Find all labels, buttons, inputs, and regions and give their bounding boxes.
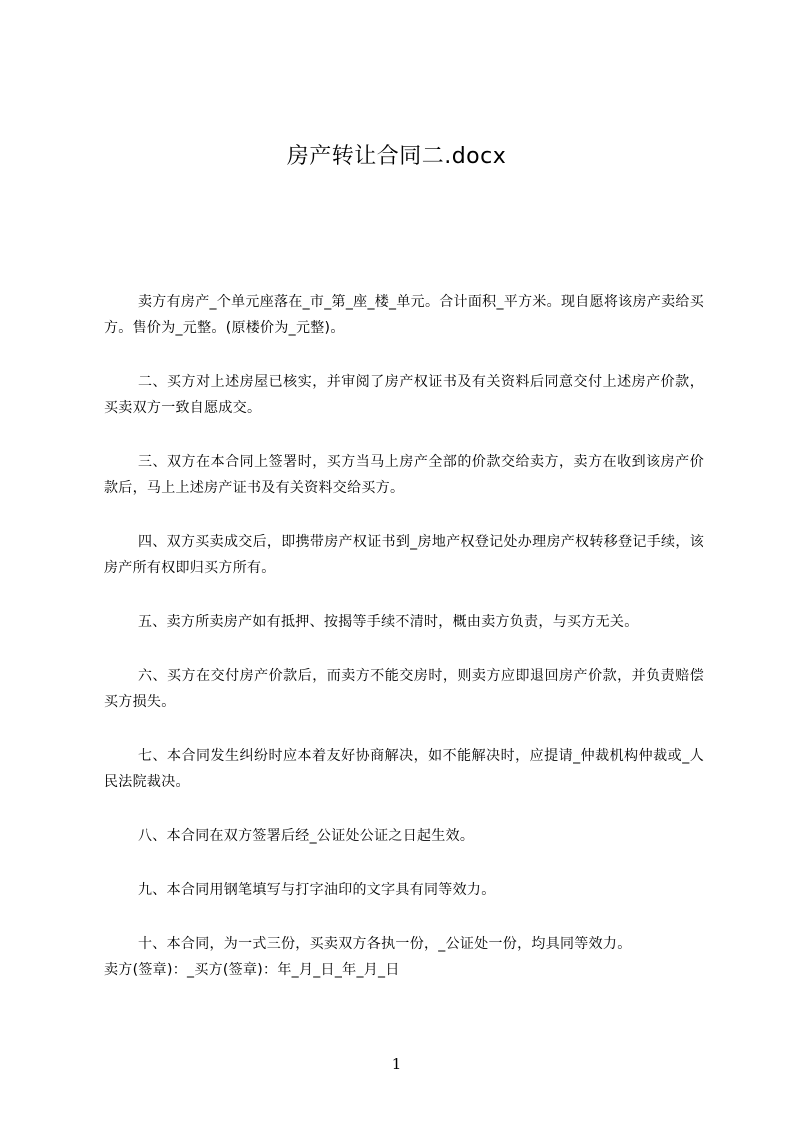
paragraph-9: 九、本合同用钢笔填写与打字油印的文字具有同等效力。 (138, 882, 496, 898)
paragraph-8: 八、本合同在双方签署后经_公证处公证之日起生效。 (138, 828, 475, 844)
paragraph-5: 五、卖方所卖房产如有抵押、按揭等手续不清时，概由卖方负责，与买方无关。 (138, 614, 639, 630)
signature-line: 卖方(签章)：_买方(签章)：年_月_日_年_月_日 (104, 962, 400, 978)
paragraph-7: 七、本合同发生纠纷时应本着友好协商解决，如不能解决时，应提请_仲裁机构仲裁或_人民法院裁决。 (104, 748, 704, 790)
paragraph-6: 六、买方在交付房产价款后，而卖方不能交房时，则卖方应即退回房产价款，并负责赔偿买方损失。 (104, 668, 704, 710)
paragraph-3: 三、双方在本合同上签署时，买方当马上房产全部的价款交给卖方，卖方在收到该房产价款后，马上上述房产证书及有关资料交给买方。 (104, 454, 704, 496)
paragraph-1: 卖方有房产_个单元座落在_市_第_座_楼_单元。合计面积_平方米。现自愿将该房产卖给买方。售价为_元整。(原楼价为_元整)。 (104, 294, 704, 336)
paragraph-2: 二、买方对上述房屋已核实，并审阅了房产权证书及有关资料后同意交付上述房产价款，买卖双方一致自愿成交。 (104, 374, 704, 416)
paragraph-4: 四、双方买卖成交后，即携带房产权证书到_房地产权登记处办理房产权转移登记手续，该房产所有权即归买方所有。 (104, 534, 704, 576)
document-body (104, 289, 704, 983)
document-title: 房产转让合同二.docx (286, 144, 507, 169)
page-number: 1 (391, 1055, 402, 1073)
paragraph-10: 十、本合同，为一式三份，买卖双方各执一份，_公证处一份，均具同等效力。 (138, 936, 632, 952)
